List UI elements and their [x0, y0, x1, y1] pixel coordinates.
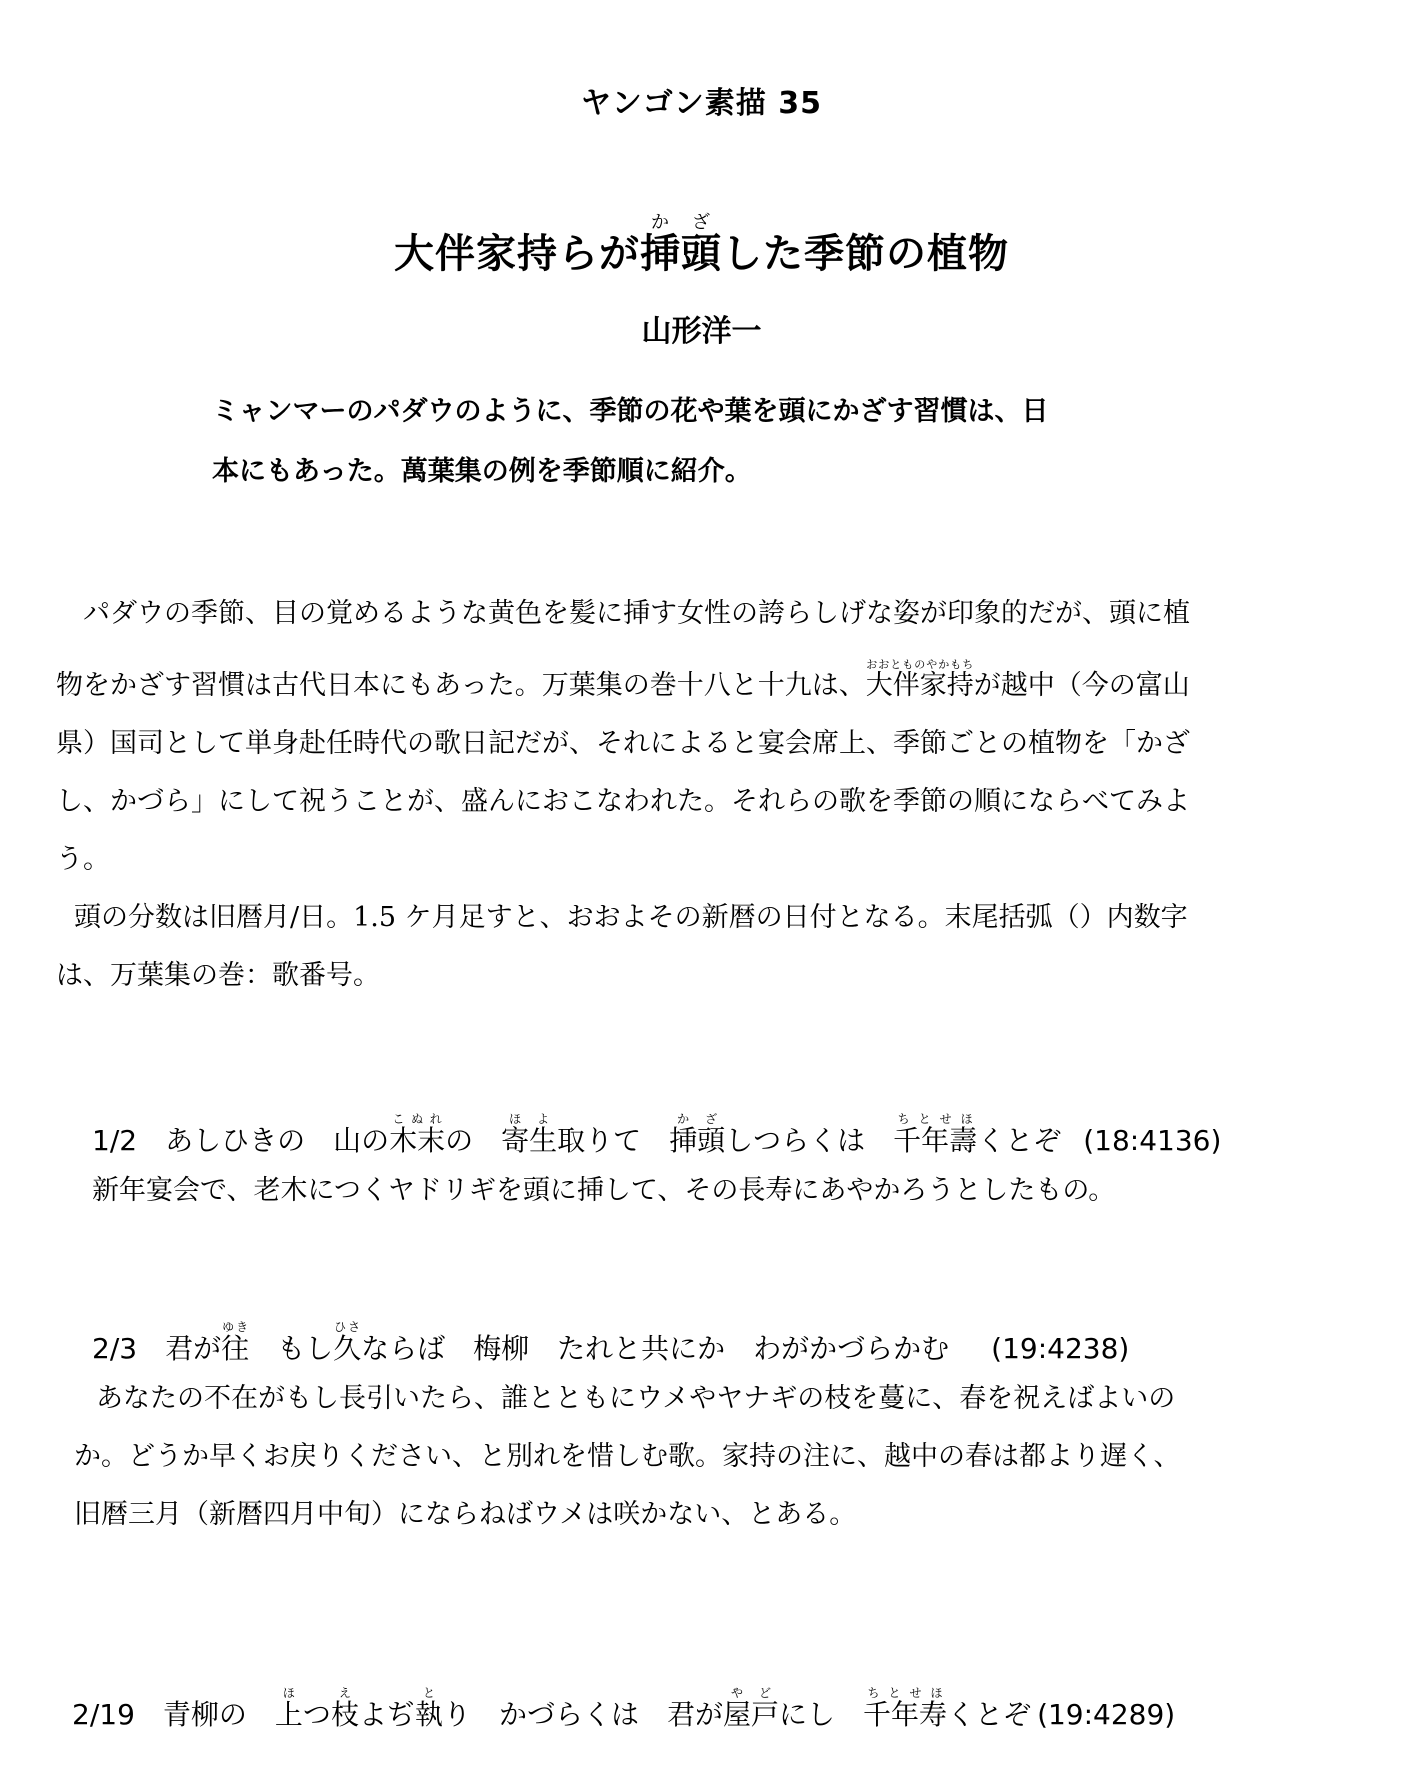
- title-part-1: 大伴家持らが: [394, 231, 640, 277]
- intro-line-6: 頭の分数は旧暦月/日。1.5 ケ月足すと、おおよその新暦の日付となる。末尾括弧（）内数字: [74, 902, 1188, 933]
- article-title: [0, 212, 1403, 286]
- poem-text: 君が: [165, 1332, 222, 1365]
- intro-ruby-base: 大伴家持: [865, 670, 974, 701]
- poem-ruby-base: 挿頭: [669, 1124, 726, 1157]
- poem-ruby-base: 木末: [389, 1124, 446, 1157]
- poem-ruby: [414, 1686, 443, 1731]
- poem-ruby-reading: え: [330, 1686, 359, 1700]
- intro-line-3: 県）国司として単身赴任時代の歌日記だが、それによると宴会席上、季節ごとの植物を「かざ: [56, 728, 1190, 759]
- intro-ruby: [865, 658, 974, 701]
- intro-line-2-part-1: 物をかざす習慣は古代日本にもあった。万葉集の巻十八と十九は、: [56, 670, 866, 701]
- poem-ruby-reading: ひさ: [333, 1320, 362, 1334]
- poem-text: 青柳の: [162, 1698, 275, 1731]
- title-part-2: した季節の植物: [722, 231, 1009, 277]
- poem-text: くとぞ: [977, 1124, 1062, 1157]
- poem-text: 取りて: [557, 1124, 670, 1157]
- poem-ruby-base: 枝: [330, 1698, 359, 1731]
- poem-ruby-reading: と: [414, 1686, 443, 1700]
- title-ruby-reading: かざ: [640, 212, 722, 233]
- poem-ruby-reading: ちとせほ: [863, 1686, 948, 1700]
- poem-ruby: [274, 1686, 303, 1731]
- poem-ruby: [221, 1320, 250, 1365]
- intro-ruby-reading: おおとものやかもち: [865, 658, 974, 671]
- comment-line: か。どうか早くお戻りください、と別れを惜しむ歌。家持の注に、越中の春は都より遅く、: [74, 1441, 1181, 1472]
- poem-3: [72, 1686, 1175, 1736]
- poem-text: よぢ: [358, 1698, 415, 1731]
- poem-ruby-reading: ほよ: [501, 1112, 558, 1126]
- poem-ruby-base: 千年寿: [863, 1698, 948, 1731]
- poem-text: しつらくは: [725, 1124, 894, 1157]
- poem-ruby-base: 千年壽: [893, 1124, 978, 1157]
- poem-text: つ: [302, 1698, 331, 1731]
- intro-line-4: し、かづら」にして祝うことが、盛んにおこなわれた。それらの歌を季節の順にならべてみよ: [56, 786, 1190, 817]
- poem-ruby-reading: やど: [723, 1686, 780, 1700]
- poem-ruby-base: 上: [274, 1698, 303, 1731]
- comment-line: 旧暦三月（新暦四月中旬）にならねばウメは咲かない、とある。: [74, 1499, 857, 1530]
- poem-ruby: [893, 1112, 978, 1157]
- poem-text: の: [445, 1124, 502, 1157]
- poem-1-comment: [92, 1162, 1115, 1220]
- poem-text: あしひきの 山の: [165, 1124, 390, 1157]
- poem-date: 2/3: [92, 1332, 138, 1365]
- poem-text: くとぞ: [947, 1698, 1032, 1731]
- poem-ruby-reading: かざ: [669, 1112, 726, 1126]
- intro-line-2-part-2: が越中（今の富山: [973, 670, 1190, 701]
- poem-ruby: [501, 1112, 558, 1157]
- poem-1: [92, 1112, 1221, 1162]
- poem-ruby: [723, 1686, 780, 1731]
- poem-text: もし: [249, 1332, 334, 1365]
- poem-reference: (18:4136): [1083, 1124, 1222, 1157]
- poem-ruby-base: 久: [333, 1332, 362, 1365]
- comment-line: あなたの不在がもし長引いたら、誰とともにウメやヤナギの枝を蔓に、春を祝えばよいの: [96, 1383, 1176, 1414]
- lead-paragraph: [212, 382, 1212, 502]
- series-title: ヤンゴン素描 35: [581, 86, 822, 121]
- poem-text: ならば 梅柳 たれと共にか わがかづらかむ: [361, 1332, 950, 1365]
- poem-reference: (19:4238): [991, 1332, 1130, 1365]
- poem-ruby-reading: こぬれ: [389, 1112, 446, 1126]
- intro-line-5: う。: [56, 844, 110, 875]
- author-name: 山形洋一: [641, 314, 762, 349]
- intro-line-7: は、万葉集の巻：歌番号。: [56, 960, 380, 991]
- intro-line-1: パダウの季節、目の覚めるような黄色を髪に挿す女性の誇らしげな姿が印象的だが、頭に植: [83, 598, 1190, 629]
- poem-ruby-base: 往: [221, 1332, 250, 1365]
- poem-2-comment: [74, 1370, 1180, 1544]
- poem-ruby: [333, 1320, 362, 1365]
- poem-ruby-reading: ちとせほ: [893, 1112, 978, 1126]
- poem-text: にし: [779, 1698, 864, 1731]
- poem-date: 1/2: [92, 1124, 138, 1157]
- intro-line-2: [56, 657, 1356, 715]
- poem-ruby: [863, 1686, 948, 1731]
- intro-paragraph: [56, 585, 1356, 1005]
- poem-ruby: [330, 1686, 359, 1731]
- poem-ruby: [389, 1112, 446, 1157]
- poem-ruby: [669, 1112, 726, 1157]
- title-ruby: [640, 212, 722, 277]
- poem-text: り かづらくは 君が: [442, 1698, 723, 1731]
- poem-ruby-reading: ほ: [274, 1686, 303, 1700]
- poem-ruby-base: 寄生: [501, 1124, 558, 1157]
- poem-date: 2/19: [72, 1698, 135, 1731]
- lead-line-1: ミャンマーのパダウのように、季節の花や葉を頭にかざす習慣は、日: [212, 396, 1049, 427]
- poem-ruby-reading: ゆき: [221, 1320, 250, 1334]
- poem-ruby-base: 執: [414, 1698, 443, 1731]
- comment-line: 新年宴会で、老木につくヤドリギを頭に挿して、その長寿にあやかろうとしたもの。: [92, 1175, 1116, 1206]
- poem-ruby-base: 屋戸: [723, 1698, 780, 1731]
- lead-line-2: 本にもあった。萬葉集の例を季節順に紹介。: [212, 456, 752, 487]
- poem-2: [92, 1320, 1129, 1370]
- title-ruby-base: 挿頭: [640, 231, 722, 277]
- poem-reference: (19:4289): [1037, 1698, 1176, 1731]
